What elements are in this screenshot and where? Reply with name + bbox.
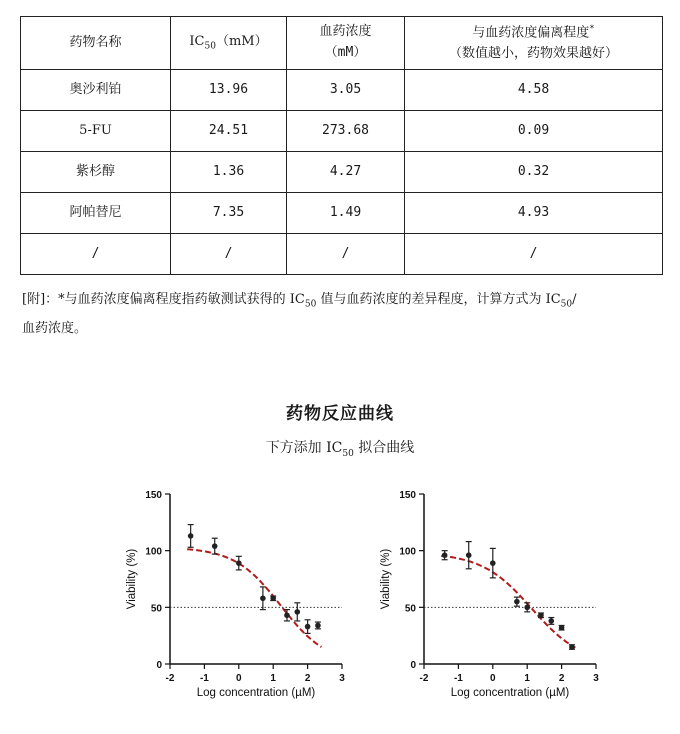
- cell-deviation: /: [405, 234, 663, 275]
- cell-deviation: 4.58: [405, 70, 663, 111]
- data-point: [442, 552, 448, 558]
- dose-response-chart-right: [372, 482, 607, 712]
- x-tick-label: 1: [270, 673, 276, 684]
- data-point: [305, 624, 311, 630]
- cell-drug-name: 紫杉醇: [21, 152, 171, 193]
- curves-subtitle: 下方添加 $IC_{50}$ 拟合曲线: [265, 440, 415, 459]
- data-point: [270, 595, 276, 601]
- header-ic50: $IC_{50}(mM)$: [171, 17, 287, 70]
- header-deviation: 与血药浓度偏离程度* （数值越小，药物效果越好）: [405, 17, 663, 70]
- header-plasma-concentration: 血药浓度 （mM）: [287, 17, 405, 70]
- x-tick-label: 0: [236, 673, 242, 684]
- cell-plasma: /: [287, 234, 405, 275]
- x-tick-label: 2: [304, 673, 311, 684]
- table-footnote: [附]：*与血药浓度偏离程度指药敏测试获得的 $IC_{50}$ 值与血药浓度的差异程度，计算方式为 $IC_{50}/$ 血药浓度。: [22, 292, 577, 336]
- cell-plasma: 1.49: [287, 193, 405, 234]
- cell-drug-name: /: [21, 234, 171, 275]
- cell-deviation: 0.32: [405, 152, 663, 193]
- table-row: [21, 111, 663, 152]
- table-header-row: [21, 17, 663, 70]
- x-axis-label: Log concentration (µM): [196, 687, 316, 699]
- data-point: [514, 599, 520, 605]
- cell-ic50: 24.51: [171, 111, 287, 152]
- cell-ic50: 13.96: [171, 70, 287, 111]
- header-drug-name: 药物名称: [21, 17, 171, 70]
- y-tick-label: 0: [156, 660, 162, 671]
- y-tick-label: 150: [145, 490, 162, 501]
- cell-plasma: 273.68: [287, 111, 405, 152]
- y-axis-label: Viability (%): [380, 548, 392, 610]
- cell-ic50: /: [171, 234, 287, 275]
- cell-drug-name: 阿帕替尼: [21, 193, 171, 234]
- data-point: [548, 618, 554, 624]
- cell-deviation: 0.09: [405, 111, 663, 152]
- data-point: [236, 560, 242, 566]
- x-tick-label: 2: [558, 673, 565, 684]
- x-axis-label: Log concentration (µM): [450, 687, 570, 699]
- data-point: [260, 595, 266, 601]
- data-point: [284, 612, 290, 618]
- x-tick-label: 3: [593, 673, 599, 684]
- y-tick-label: 50: [150, 603, 162, 615]
- curves-title: 药物反应曲线: [286, 404, 394, 424]
- cell-drug-name: 5-FU: [21, 111, 171, 152]
- drug-sensitivity-table: [20, 16, 663, 275]
- cell-drug-name: 奥沙利铂: [21, 70, 171, 111]
- fit-curve: [441, 556, 575, 648]
- data-point: [315, 623, 321, 629]
- cell-deviation: 4.93: [405, 193, 663, 234]
- data-point: [212, 543, 218, 549]
- data-point: [490, 560, 496, 566]
- table-row: [21, 152, 663, 193]
- data-point: [569, 644, 575, 650]
- dose-response-chart-left: [118, 482, 353, 712]
- table-row: [21, 70, 663, 111]
- data-point: [559, 625, 565, 631]
- cell-plasma: 3.05: [287, 70, 405, 111]
- x-tick-label: -1: [453, 673, 463, 684]
- cell-ic50: 1.36: [171, 152, 287, 193]
- data-point: [294, 609, 300, 615]
- x-tick-label: -2: [419, 673, 429, 684]
- data-point: [538, 612, 544, 618]
- cell-ic50: 7.35: [171, 193, 287, 234]
- y-tick-label: 0: [410, 660, 416, 671]
- x-tick-label: 0: [490, 673, 496, 684]
- y-tick-label: 50: [404, 603, 416, 615]
- cell-plasma: 4.27: [287, 152, 405, 193]
- y-tick-label: 150: [399, 490, 416, 501]
- x-tick-label: 1: [524, 673, 530, 684]
- table-row: [21, 234, 663, 275]
- table-row: [21, 193, 663, 234]
- data-point: [466, 552, 472, 558]
- fit-curve: [187, 549, 321, 647]
- x-tick-label: -1: [199, 673, 209, 684]
- data-point: [188, 533, 194, 539]
- x-tick-label: 3: [339, 673, 345, 684]
- y-tick-label: 100: [399, 546, 416, 558]
- y-axis-label: Viability (%): [126, 548, 138, 610]
- y-tick-label: 100: [145, 546, 162, 558]
- x-tick-label: -2: [165, 673, 175, 684]
- data-point: [524, 605, 530, 611]
